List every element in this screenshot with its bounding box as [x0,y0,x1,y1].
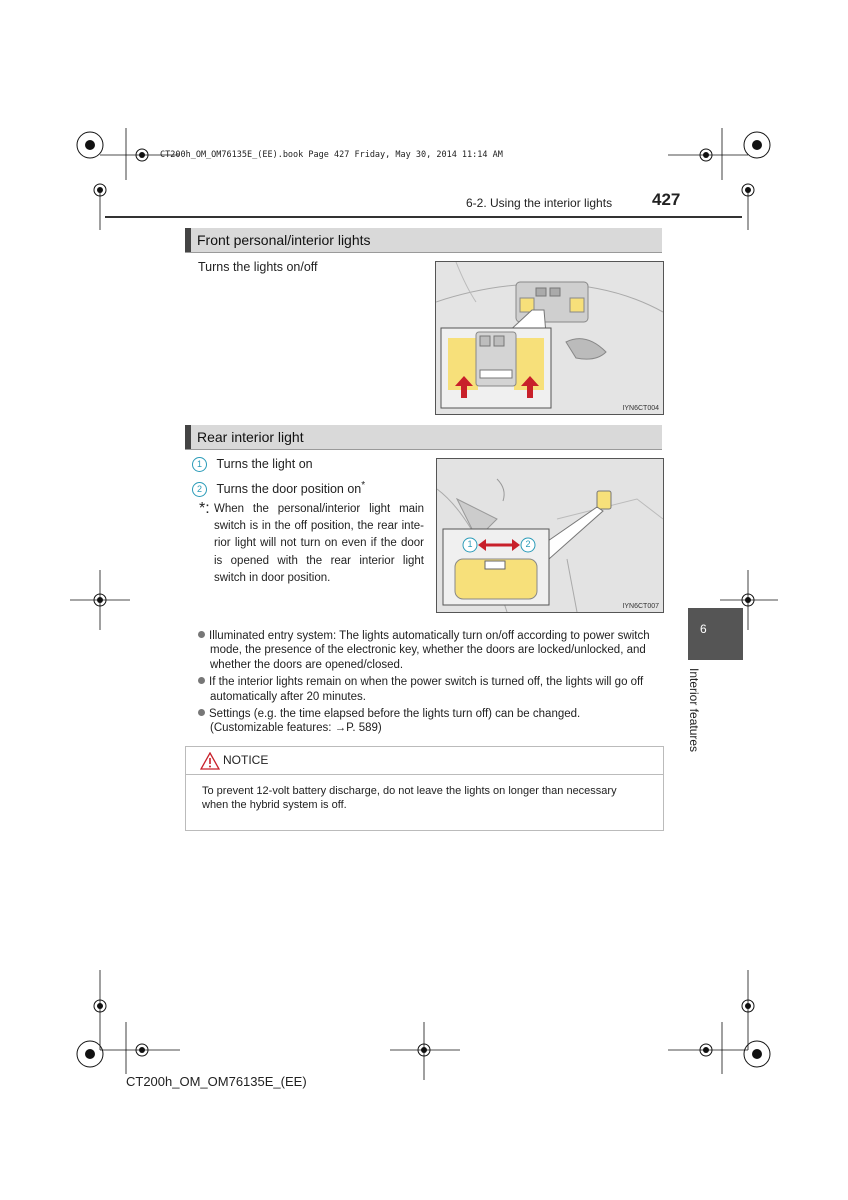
notice-line-2: when the hybrid system is off. [202,799,347,811]
section-title: 6-2. Using the interior lights [466,196,613,210]
chapter-number: 6 [700,622,707,636]
front-lights-heading-text: Front personal/interior lights [197,232,371,248]
item-number-2: 2 [192,482,207,497]
bullet-2-line-2: automatically after 20 minutes. [210,690,366,703]
front-lights-illustration [436,262,663,414]
rear-note [214,501,424,587]
rear-light-figure [436,458,664,613]
front-lights-figure [435,261,664,415]
callout-1: 1 [467,539,473,549]
rear-light-illustration [437,459,663,612]
print-header: CT200h_OM_OM76135E_(EE).book Page 427 Friday, May 30, 2014 11:14 AM [160,150,503,160]
warning-triangle-icon [200,752,220,770]
bullet-icon [198,709,205,716]
bullet-item [198,675,664,704]
front-lights-description: Turns the lights on/off [198,260,318,274]
bullet-icon [198,677,205,684]
chapter-tab [688,608,743,660]
chapter-label [687,668,707,768]
note-line-2: switch is in the off position, the rear inte- [214,520,424,533]
footer-doc-id: CT200h_OM_OM76135E_(EE) [126,1074,307,1089]
notice-label: NOTICE [223,753,269,767]
bullet-1-line-3: whether the doors are opened/closed. [210,658,404,671]
notice-box [185,746,664,831]
bullet-item [198,629,664,672]
rear-figure-code: IYN6CT007 [622,603,659,610]
bullet-2-line-1: If the interior lights remain on when the power switch is turned off, the lights will go off [209,676,644,689]
bullet-3-line-2: (Customizable features: →P. 589) [210,722,382,735]
front-figure-code: IYN6CT004 [622,405,659,412]
chapter-label-text: Interior features [687,668,701,753]
bullet-1-line-2: mode, the presence of the electronic key, whether the doors are locked/unlocked, and [210,644,646,657]
note-line-1: When the personal/interior light main [214,503,424,515]
notice-header [186,747,663,775]
note-line-3: rior light will not turn on even if the door [214,537,424,550]
rear-item-1-text: Turns the light on [216,457,313,471]
asterisk-mark: * [361,480,366,491]
rear-item-2 [192,480,365,497]
front-lights-heading [185,228,662,253]
item-number-1: 1 [192,457,207,472]
notice-body [202,784,652,812]
bullet-3-line-1: Settings (e.g. the time elapsed before the lights turn off) can be changed. [209,708,581,721]
rear-light-heading [185,425,662,450]
bullet-icon [198,631,205,638]
header-rule [105,216,742,218]
bullet-list [198,629,664,736]
note-line-4: is opened with the rear interior light [214,554,424,567]
page-number: 427 [652,190,681,209]
rear-item-2-text: Turns the door position on [216,482,362,497]
note-marker: *: [199,500,210,517]
notice-line-1: To prevent 12-volt battery discharge, do not leave the lights on longer than necessary [202,785,617,797]
note-line-5: switch in door position. [214,571,331,584]
rear-item-1 [192,457,313,472]
bullet-item [198,707,664,736]
rear-light-heading-text: Rear interior light [197,429,304,445]
bullet-1-line-1: Illuminated entry system: The lights automatically turn on/off according to power switch [209,630,650,642]
callout-2: 2 [525,539,531,549]
